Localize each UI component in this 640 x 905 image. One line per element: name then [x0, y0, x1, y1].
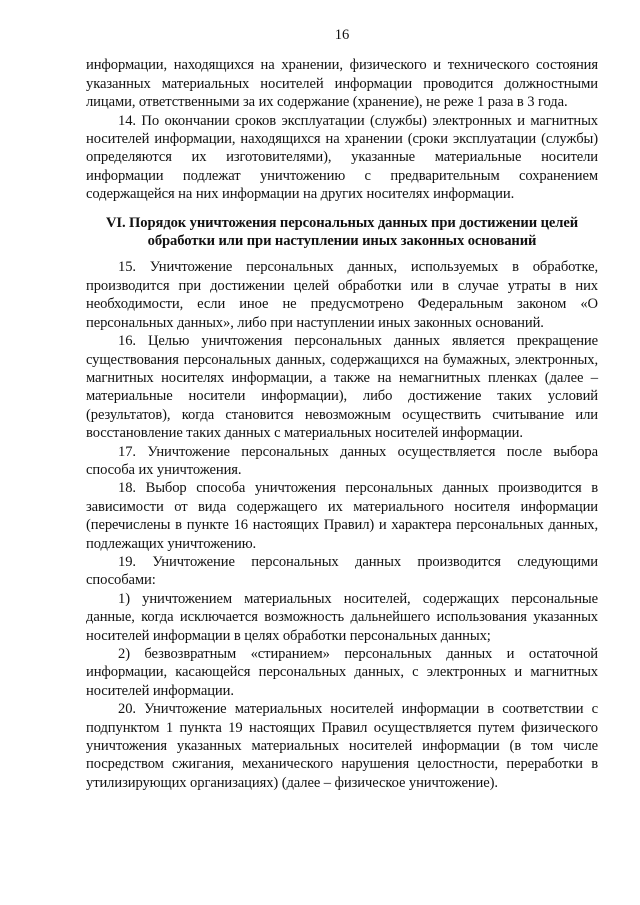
paragraph-16: 16. Целью уничтожения персональных данных является прекращение существования персональных данных, содержащихся на бумажных, электронных, магнитных носителях информации, а также на немагнитных пленках (далее – материальные носители информации), либо достижение таких условий (результатов), когда становится невозможным осуществить считывание или восстановление таких данных с материальных носителей информации. — [86, 333, 598, 442]
paragraph-20: 20. Уничтожение материальных носителей информации в соответствии с подпунктом 1 пункта 19 настоящих Правил осуществляется путем физического уничтожения указанных материальных носителей информации (в том числе посредством сжигания, механического нарушения целостности, переработки в утилизирующих организациях) (далее – физическое уничтожение). — [86, 701, 598, 791]
paragraph-15: 15. Уничтожение персональных данных, используемых в обработке, производится при достижении целей обработки или в случае утраты в них необходимости, если иное не предусмотрено Федеральным законом «О персональных данных», либо при наступлении иных законных оснований. — [86, 259, 598, 331]
paragraph-18: 18. Выбор способа уничтожения персональных данных производится в зависимости от вида содержащего их материального носителя информации (перечислены в пункте 16 настоящих Правил) и характера персональных данных, подлежащих уничтожению. — [86, 480, 598, 552]
paragraph-continuation: информации, находящихся на хранении, физического и технического состояния указанных материальных носителей информации проводится должностными лицами, ответственными за их содержание (хранение), не реже 1 раза в 3 года. — [86, 57, 598, 111]
page-number: 16 — [334, 27, 350, 43]
paragraph-19-item-2: 2) безвозвратным «стиранием» персональных данных и остаточной информации, касающейся персональных данных, с электронных и магнитных носителей информации. — [86, 646, 598, 699]
section-heading: VI. Порядок уничтожения персональных данных при достижении целей обработки или при наступлении иных законных оснований — [105, 214, 579, 250]
top-paragraphs — [86, 56, 598, 203]
bottom-paragraphs — [86, 258, 598, 792]
paragraph-14: 14. По окончании сроков эксплуатации (службы) электронных и магнитных носителей информации, находящихся на хранении (сроки эксплуатации (службы) определяются их изготовителями), указанные материальные носители информации подлежат уничтожению с предварительным сохранением содержащейся на них информации на других носителях информации. — [86, 112, 598, 203]
paragraph-19-item-1: 1) уничтожением материальных носителей, содержащих персональные данные, когда исключается возможность дальнейшего использования указанных носителей информации в целях обработки персональных данных; — [86, 590, 598, 644]
paragraph-19: 19. Уничтожение персональных данных производится следующими способами: — [86, 553, 598, 589]
document-page — [86, 26, 598, 792]
paragraph-17: 17. Уничтожение персональных данных осуществляется после выбора способа их уничтожения. — [86, 443, 598, 478]
